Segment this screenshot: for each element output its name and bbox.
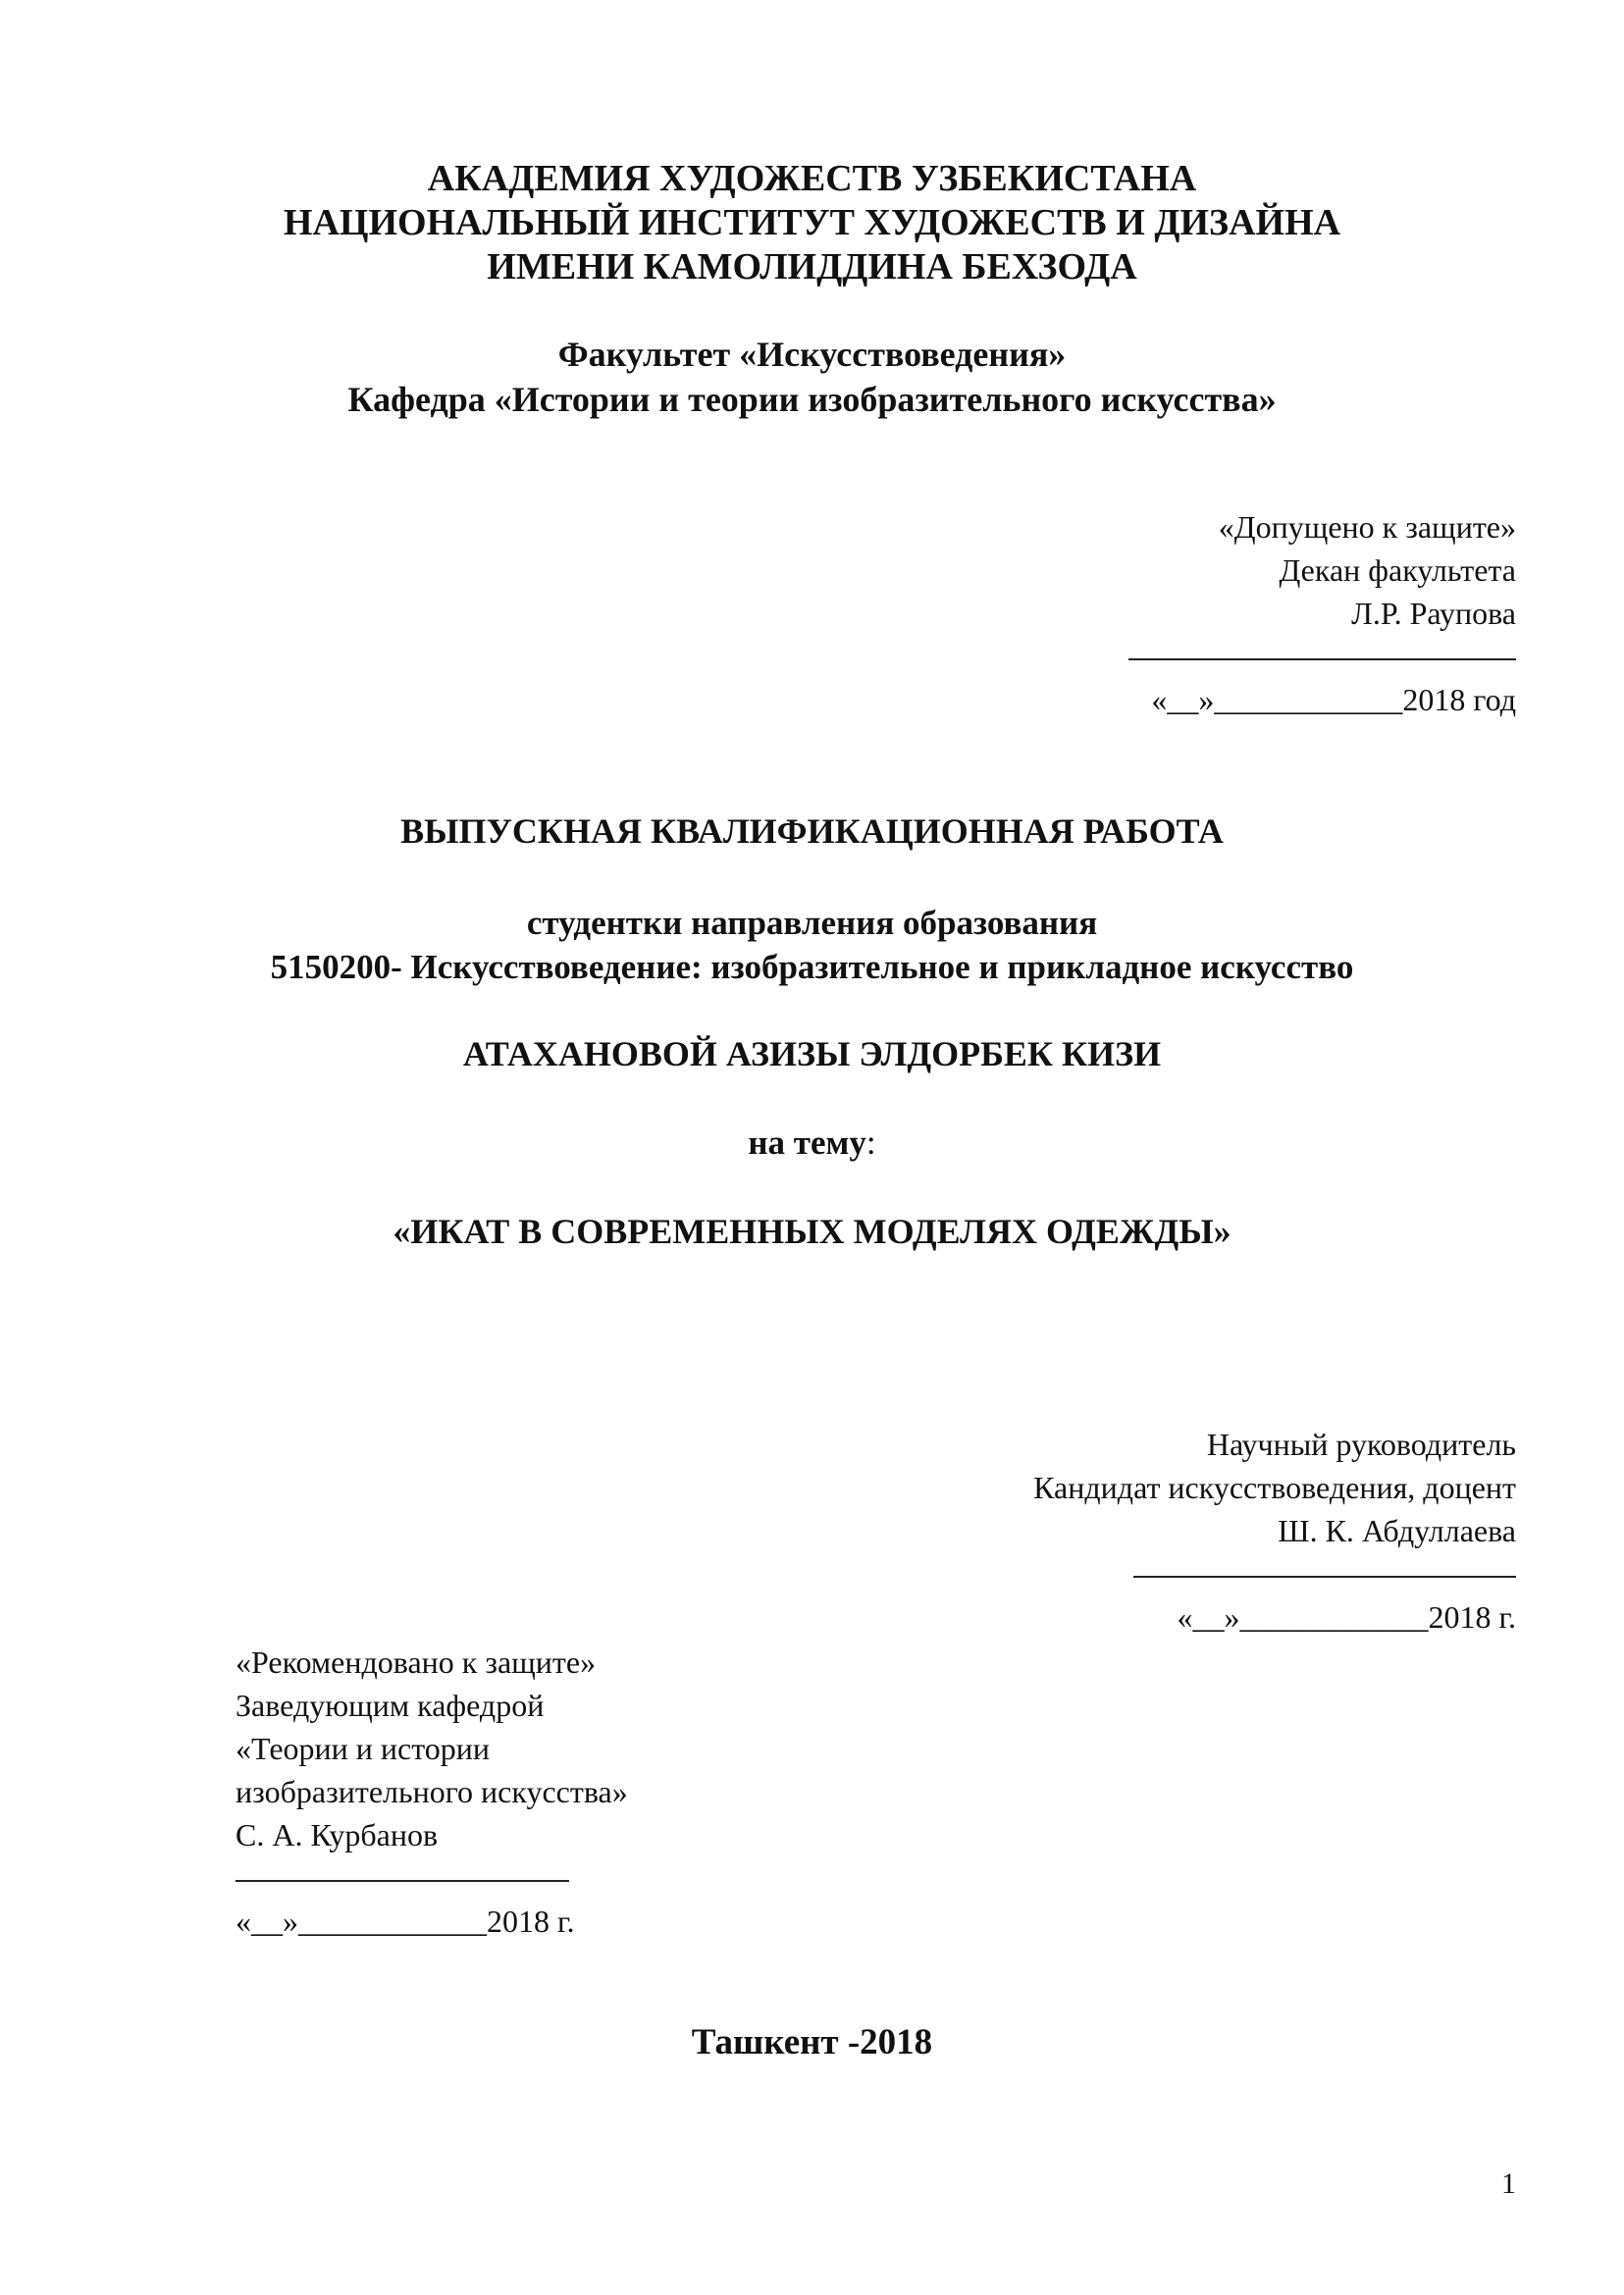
admitted-label: «Допущено к защите» <box>1218 509 1516 545</box>
recommendation-date: «__»____________2018 г. <box>236 1904 575 1939</box>
header-line-named-after: ИМЕНИ КАМОЛИДДИНА БЕХЗОДА <box>487 246 1137 287</box>
faculty-line: Факультет «Искусствоведения» <box>557 335 1067 374</box>
supervisor-block <box>829 1423 1516 1639</box>
work-title-text: ВЫПУСКНАЯ КВАЛИФИКАЦИОННАЯ РАБОТА <box>400 811 1224 851</box>
student-name-text: АТАХАНОВОЙ АЗИЗЫ ЭЛДОРБЕК КИЗИ <box>462 1034 1162 1073</box>
page-number: 1 <box>1501 2167 1516 2200</box>
header-line-institute: НАЦИОНАЛЬНЫЙ ИНСТИТУТ ХУДОЖЕСТВ И ДИЗАЙНА <box>283 202 1341 243</box>
student-direction-block <box>0 901 1624 989</box>
dean-title: Декан факультета <box>1279 552 1516 588</box>
topic-title-text: «ИКАТ В СОВРЕМЕННЫХ МОДЕЛЯХ ОДЕЖДЫ» <box>393 1212 1231 1251</box>
recommendation-line-3: «Теории и истории <box>236 1731 491 1766</box>
supervisor-signature-line <box>1133 1576 1516 1578</box>
student-line-1: студентки направления образования <box>526 904 1098 942</box>
head-signature-line <box>236 1880 569 1882</box>
recommendation-line-1: «Рекомендовано к защите» <box>236 1644 597 1680</box>
topic-label-text: на тему <box>748 1123 866 1162</box>
topic-title <box>0 1210 1624 1253</box>
approval-date: «__»____________2018 год <box>1151 682 1516 717</box>
faculty-department-block <box>0 332 1624 422</box>
recommendation-block <box>236 1641 628 1943</box>
approval-block <box>1025 505 1516 721</box>
topic-label <box>0 1121 1624 1165</box>
dean-name: Л.Р. Раупова <box>1351 596 1516 631</box>
supervisor-role: Научный руководитель <box>1206 1427 1516 1462</box>
student-line-2: 5150200- Искусствоведение: изобразительное и прикладное искусство <box>270 948 1354 986</box>
topic-label-colon: : <box>865 1123 876 1162</box>
city-year-text: Ташкент -2018 <box>691 2022 933 2062</box>
recommendation-line-5: С. А. Курбанов <box>236 1817 439 1852</box>
dean-signature-line <box>1128 658 1516 660</box>
supervisor-name: Ш. К. Абдуллаева <box>1278 1513 1516 1548</box>
city-year <box>0 2021 1624 2064</box>
work-title <box>0 809 1624 853</box>
student-name <box>0 1032 1624 1075</box>
institution-header <box>0 157 1624 289</box>
department-line: Кафедра «Истории и теории изобразительного искусства» <box>347 380 1277 419</box>
recommendation-line-4: изобразительного искусства» <box>236 1774 628 1809</box>
header-line-academy: АКАДЕМИЯ ХУДОЖЕСТВ УЗБЕКИСТАНА <box>427 158 1197 199</box>
recommendation-line-2: Заведующим кафедрой <box>236 1688 545 1723</box>
topic-label-line <box>0 1121 1624 1165</box>
supervisor-date: «__»____________2018 г. <box>1177 1599 1516 1635</box>
supervisor-degree: Кандидат искусствоведения, доцент <box>1033 1470 1516 1505</box>
